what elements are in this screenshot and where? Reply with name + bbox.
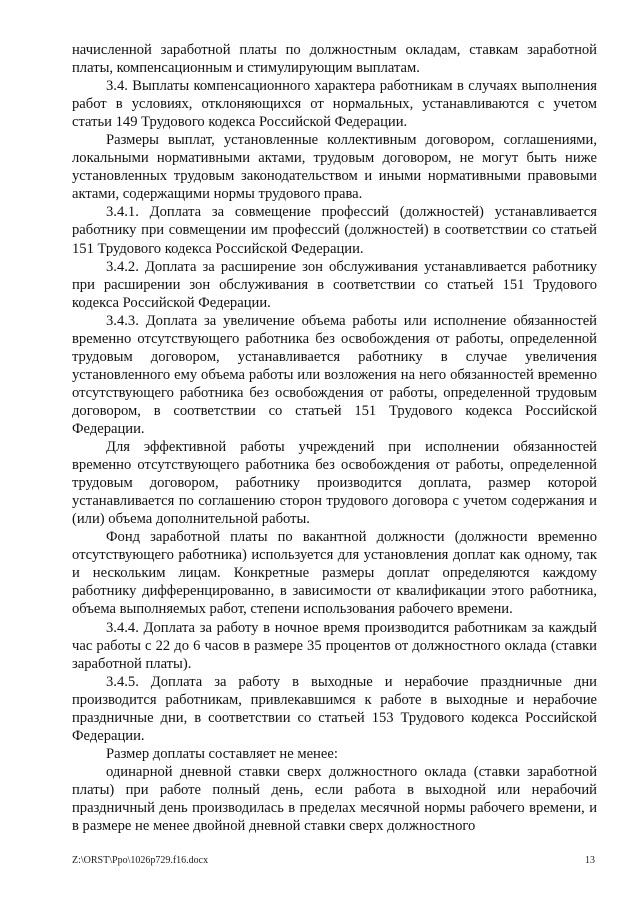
document-body (72, 41, 597, 835)
paragraph-3-4-4: 3.4.4. Доплата за работу в ночное время производится работникам за каждый час работы с 22 до 6 часов в размере 35 процентов от должностного оклада (ставки заработной платы). (72, 619, 597, 672)
paragraph-3-4-1: 3.4.1. Доплата за совмещение профессий (должностей) устанавливается работнику при совмещении им профессий (должностей) в соответствии со статьей 151 Трудового кодекса Российской Федерации. (72, 204, 597, 257)
paragraph-payment-sizes: Размеры выплат, установленные коллективным договором, соглашениями, локальными нормативными актами, трудовым договором, не могут быть ниже установленных трудовым законодательством и иными нормативными правовыми актами, содержащими нормы трудового права. (72, 132, 597, 203)
paragraph-payment-minimum: Размер доплаты составляет не менее: (106, 745, 338, 762)
paragraph-3-4-3: 3.4.3. Доплата за увеличение объема работы или исполнение обязанностей временно отсутствующего работника без освобождения от работы, определенной трудовым договором, устанавливается работнику в случае увеличения установленного ему объема работы или возложения на него обязанностей временно отсутствующего работника без освобождения от работы, определенной трудовым договором, в соответствии со статьей 151 Трудового кодекса Российской Федерации. (72, 312, 597, 437)
paragraph-single-rate: одинарной дневной ставки сверх должностного оклада (ставки заработной платы) при работе полный день, если работа в выходной или нерабочий праздничный день производилась в пределах месячной нормы рабочего времени, и в размере не менее двойной дневной ставки сверх должностного (72, 763, 597, 835)
paragraph-3-4-5: 3.4.5. Доплата за работу в выходные и нерабочие праздничные дни производится работникам, привлекавшимся к работе в выходные и нерабочие праздничные дни, в соответствии со статьей 153 Трудового кодекса Российской Федерации. (72, 673, 597, 744)
paragraph-3-4-2: 3.4.2. Доплата за расширение зон обслуживания устанавливается работнику при расширении зон обслуживания в соответствии со статьей 151 Трудового кодекса Российской Федерации. (72, 258, 597, 311)
footer-file-path: Z:\ORST\Ppo\1026p729.f16.docx (72, 855, 209, 866)
paragraph-3-4: 3.4. Выплаты компенсационного характера работникам в случаях выполнения работ в условиях, отклоняющихся от нормальных, устанавливаются с учетом статьи 149 Трудового кодекса Российской Федерации. (72, 78, 597, 131)
paragraph-continuation: начисленной заработной платы по должностным окладам, ставкам заработной платы, компенсационным и стимулирующим выплатам. (72, 42, 597, 77)
page-number: 13 (585, 855, 595, 866)
paragraph-vacancy-fund: Фонд заработной платы по вакантной должности (должности временно отсутствующего работника) используется для установления доплат как одному, так и нескольким лицам. Конкретные размеры доплат определяются каждому работнику дифференцированно, в зависимости от квалификации этого работника, объема выполняемых работ, степени использования рабочего времени. (72, 529, 597, 618)
paragraph-effective-work: Для эффективной работы учреждений при исполнении обязанностей временно отсутствующего работника без освобождения от работы, определенной трудовым договором, работнику производится доплата, размер которой устанавливается по соглашению сторон трудового договора с учетом содержания и (или) объема дополнительной работы. (72, 439, 597, 528)
